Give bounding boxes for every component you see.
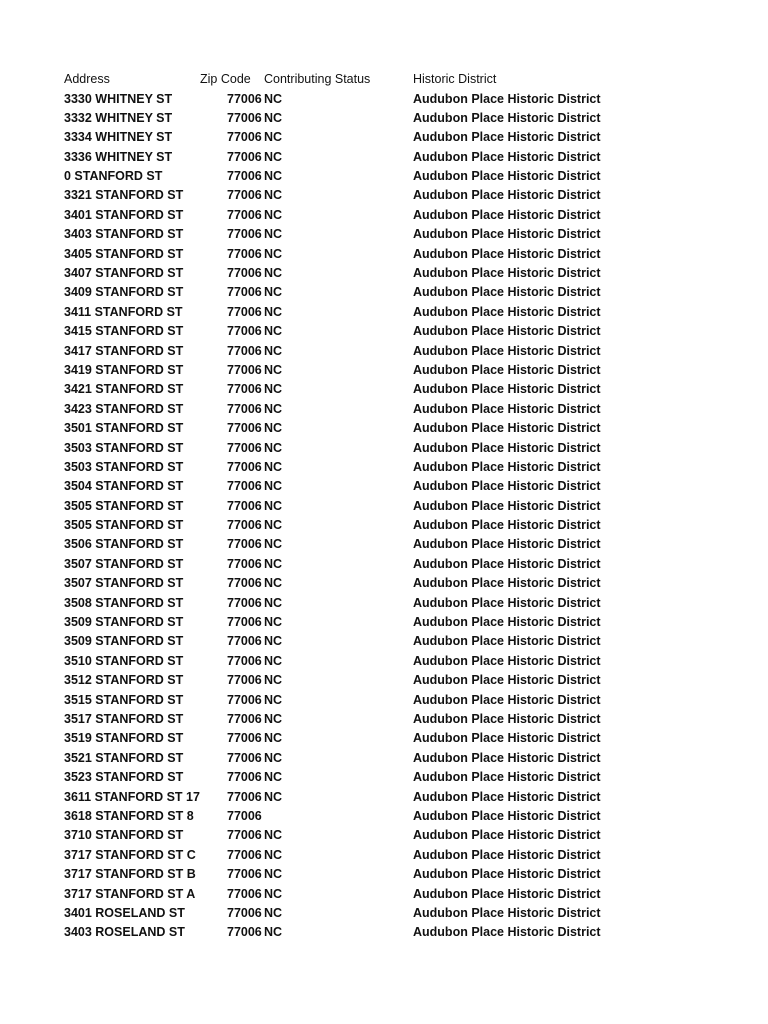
table-row xyxy=(0,574,768,593)
address-cell: 3717 STANFORD ST A xyxy=(64,886,196,901)
table-header xyxy=(0,70,768,88)
historic-district-cell: Audubon Place Historic District xyxy=(413,401,601,416)
zip-code-cell: 77006 xyxy=(227,537,262,552)
contributing-status-cell: NC xyxy=(264,673,283,688)
table-row xyxy=(0,109,768,128)
historic-district-cell: Audubon Place Historic District xyxy=(413,828,601,843)
table-row xyxy=(0,768,768,787)
table-row xyxy=(0,439,768,458)
contributing-status-cell: NC xyxy=(264,886,283,901)
contributing-status-cell: NC xyxy=(264,634,283,649)
contributing-status-cell: NC xyxy=(264,285,283,300)
contributing-status-cell: NC xyxy=(264,343,283,358)
address-cell: 3336 WHITNEY ST xyxy=(64,149,173,164)
contributing-status-cell: NC xyxy=(264,110,283,125)
zip-code-cell: 77006 xyxy=(227,556,262,571)
historic-district-cell: Audubon Place Historic District xyxy=(413,188,601,203)
zip-code-cell: 77006 xyxy=(227,421,262,436)
address-cell: 3509 STANFORD ST xyxy=(64,634,184,649)
table-row xyxy=(0,807,768,826)
table-row xyxy=(0,128,768,147)
table-row xyxy=(0,516,768,535)
zip-code-cell: 77006 xyxy=(227,905,262,920)
historic-district-cell: Audubon Place Historic District xyxy=(413,362,601,377)
zip-code-cell: 77006 xyxy=(227,770,262,785)
address-cell: 3507 STANFORD ST xyxy=(64,576,184,591)
historic-district-cell: Audubon Place Historic District xyxy=(413,479,601,494)
address-cell: 3515 STANFORD ST xyxy=(64,692,184,707)
contributing-status-cell: NC xyxy=(264,750,283,765)
address-cell: 3517 STANFORD ST xyxy=(64,712,184,726)
table-row xyxy=(0,167,768,186)
table-row xyxy=(0,477,768,496)
contributing-status-cell: NC xyxy=(264,169,283,184)
contributing-status-cell: NC xyxy=(264,537,283,552)
address-cell: 3611 STANFORD ST 17 xyxy=(64,789,200,804)
contributing-status-cell: NC xyxy=(264,905,283,920)
table-row xyxy=(0,885,768,904)
zip-code-cell: 77006 xyxy=(227,498,262,513)
contributing-status-cell: NC xyxy=(264,498,283,513)
table-row xyxy=(0,788,768,807)
table-row xyxy=(0,322,768,341)
address-cell: 3415 STANFORD ST xyxy=(64,324,184,339)
table-row xyxy=(0,225,768,244)
zip-code-cell: 77006 xyxy=(227,886,262,901)
contributing-status-cell: NC xyxy=(264,149,283,164)
historic-district-cell: Audubon Place Historic District xyxy=(413,324,601,339)
historic-district-cell: Audubon Place Historic District xyxy=(413,808,601,823)
address-cell: 3332 WHITNEY ST xyxy=(64,110,173,125)
contributing-status-cell: NC xyxy=(264,770,283,785)
zip-code-cell: 77006 xyxy=(227,207,262,222)
historic-district-cell: Audubon Place Historic District xyxy=(413,304,601,319)
table-row xyxy=(0,283,768,302)
header-contributing-status: Contributing Status xyxy=(264,72,371,86)
zip-code-cell: 77006 xyxy=(227,227,262,242)
historic-district-cell: Audubon Place Historic District xyxy=(413,440,601,455)
historic-district-cell: Audubon Place Historic District xyxy=(413,867,601,882)
address-cell: 3501 STANFORD ST xyxy=(64,421,184,436)
historic-district-cell: Audubon Place Historic District xyxy=(413,266,601,281)
address-cell: 3710 STANFORD ST xyxy=(64,828,184,843)
contributing-status-cell: NC xyxy=(264,615,283,630)
zip-code-cell: 77006 xyxy=(227,343,262,358)
table-row xyxy=(0,400,768,419)
contributing-status-cell: NC xyxy=(264,828,283,843)
contributing-status-cell: NC xyxy=(264,653,283,668)
address-cell: 3409 STANFORD ST xyxy=(64,285,184,300)
zip-code-cell: 77006 xyxy=(227,130,262,145)
contributing-status-cell: NC xyxy=(264,789,283,804)
contributing-status-cell: NC xyxy=(264,246,283,261)
address-cell: 3407 STANFORD ST xyxy=(64,266,184,281)
zip-code-cell: 77006 xyxy=(227,362,262,377)
address-cell: 3504 STANFORD ST xyxy=(64,479,184,494)
zip-code-cell: 77006 xyxy=(227,692,262,707)
historic-district-cell: Audubon Place Historic District xyxy=(413,498,601,513)
contributing-status-cell: NC xyxy=(264,518,283,533)
contributing-status-cell: NC xyxy=(264,401,283,416)
contributing-status-cell: NC xyxy=(264,712,283,726)
zip-code-cell: 77006 xyxy=(227,246,262,261)
zip-code-cell: 77006 xyxy=(227,149,262,164)
contributing-status-cell: NC xyxy=(264,421,283,436)
table-row xyxy=(0,729,768,748)
contributing-status-cell: NC xyxy=(264,207,283,222)
table-row xyxy=(0,206,768,225)
zip-code-cell: 77006 xyxy=(227,188,262,203)
zip-code-cell: 77006 xyxy=(227,847,262,862)
address-cell: 3506 STANFORD ST xyxy=(64,537,184,552)
address-cell: 3510 STANFORD ST xyxy=(64,653,184,668)
address-cell: 3505 STANFORD ST xyxy=(64,518,184,533)
address-cell: 3321 STANFORD ST xyxy=(64,188,184,203)
contributing-status-cell: NC xyxy=(264,266,283,281)
contributing-status-cell: NC xyxy=(264,130,283,145)
contributing-status-cell: NC xyxy=(264,692,283,707)
zip-code-cell: 77006 xyxy=(227,382,262,397)
table-row xyxy=(0,555,768,574)
table-row xyxy=(0,846,768,865)
contributing-status-cell: NC xyxy=(264,479,283,494)
table-row xyxy=(0,419,768,438)
contributing-status-cell: NC xyxy=(264,440,283,455)
historic-district-cell: Audubon Place Historic District xyxy=(413,731,601,746)
contributing-status-cell: NC xyxy=(264,847,283,862)
zip-code-cell: 77006 xyxy=(227,808,262,823)
zip-code-cell: 77006 xyxy=(227,285,262,300)
header-zip-code: Zip Code xyxy=(200,72,251,86)
historic-district-cell: Audubon Place Historic District xyxy=(413,595,601,610)
zip-code-cell: 77006 xyxy=(227,479,262,494)
zip-code-cell: 77006 xyxy=(227,731,262,746)
zip-code-cell: 77006 xyxy=(227,595,262,610)
address-cell: 3423 STANFORD ST xyxy=(64,401,184,416)
contributing-status-cell: NC xyxy=(264,362,283,377)
zip-code-cell: 77006 xyxy=(227,110,262,125)
table-row xyxy=(0,186,768,205)
historic-district-cell: Audubon Place Historic District xyxy=(413,770,601,785)
zip-code-cell: 77006 xyxy=(227,304,262,319)
address-cell: 3411 STANFORD ST xyxy=(64,304,183,319)
table-row xyxy=(0,826,768,845)
zip-code-cell: 77006 xyxy=(227,401,262,416)
historic-district-cell: Audubon Place Historic District xyxy=(413,634,601,649)
table-row xyxy=(0,904,768,923)
table-row xyxy=(0,865,768,884)
zip-code-cell: 77006 xyxy=(227,518,262,533)
zip-code-cell: 77006 xyxy=(227,828,262,843)
table-row xyxy=(0,710,768,729)
table-row xyxy=(0,342,768,361)
historic-district-cell: Audubon Place Historic District xyxy=(413,382,601,397)
zip-code-cell: 77006 xyxy=(227,673,262,688)
historic-district-cell: Audubon Place Historic District xyxy=(413,169,601,184)
address-cell: 3508 STANFORD ST xyxy=(64,595,184,610)
historic-district-cell: Audubon Place Historic District xyxy=(413,110,601,125)
table-row xyxy=(0,361,768,380)
zip-code-cell: 77006 xyxy=(227,440,262,455)
address-cell: 3403 STANFORD ST xyxy=(64,227,184,242)
table-row xyxy=(0,497,768,516)
historic-district-cell: Audubon Place Historic District xyxy=(413,459,601,474)
zip-code-cell: 77006 xyxy=(227,169,262,184)
historic-district-cell: Audubon Place Historic District xyxy=(413,905,601,920)
address-cell: 3618 STANFORD ST 8 xyxy=(64,808,194,823)
address-cell: 3503 STANFORD ST xyxy=(64,440,184,455)
historic-district-cell: Audubon Place Historic District xyxy=(413,207,601,222)
table-row xyxy=(0,245,768,264)
historic-district-cell: Audubon Place Historic District xyxy=(413,537,601,552)
address-cell: 3507 STANFORD ST xyxy=(64,556,184,571)
zip-code-cell: 77006 xyxy=(227,789,262,804)
address-cell: 3519 STANFORD ST xyxy=(64,731,184,746)
historic-district-cell: Audubon Place Historic District xyxy=(413,246,601,261)
table-row xyxy=(0,691,768,710)
address-cell: 3417 STANFORD ST xyxy=(64,343,184,358)
table-row xyxy=(0,458,768,477)
historic-district-cell: Audubon Place Historic District xyxy=(413,847,601,862)
contributing-status-cell: NC xyxy=(264,91,283,106)
table-row xyxy=(0,535,768,554)
contributing-status-cell: NC xyxy=(264,556,283,571)
zip-code-cell: 77006 xyxy=(227,925,262,940)
zip-code-cell: 77006 xyxy=(227,91,262,106)
contributing-status-cell: NC xyxy=(264,324,283,339)
historic-district-cell: Audubon Place Historic District xyxy=(413,712,601,726)
address-cell: 3403 ROSELAND ST xyxy=(64,925,185,940)
address-cell: 3717 STANFORD ST C xyxy=(64,847,196,862)
zip-code-cell: 77006 xyxy=(227,712,262,726)
zip-code-cell: 77006 xyxy=(227,576,262,591)
table-row xyxy=(0,90,768,109)
contributing-status-cell: NC xyxy=(264,867,283,882)
table-row xyxy=(0,923,768,942)
historic-district-cell: Audubon Place Historic District xyxy=(413,421,601,436)
historic-district-cell: Audubon Place Historic District xyxy=(413,343,601,358)
table-row xyxy=(0,380,768,399)
header-historic-district: Historic District xyxy=(413,72,497,86)
address-cell: 3505 STANFORD ST xyxy=(64,498,184,513)
historic-district-cell: Audubon Place Historic District xyxy=(413,149,601,164)
zip-code-cell: 77006 xyxy=(227,615,262,630)
table-row xyxy=(0,671,768,690)
historic-district-cell: Audubon Place Historic District xyxy=(413,285,601,300)
table-row xyxy=(0,594,768,613)
historic-district-cell: Audubon Place Historic District xyxy=(413,227,601,242)
address-cell: 3509 STANFORD ST xyxy=(64,615,184,630)
historic-district-cell: Audubon Place Historic District xyxy=(413,576,601,591)
address-cell: 3401 STANFORD ST xyxy=(64,207,184,222)
zip-code-cell: 77006 xyxy=(227,266,262,281)
address-cell: 3512 STANFORD ST xyxy=(64,673,184,688)
contributing-status-cell: NC xyxy=(264,188,283,203)
historic-district-cell: Audubon Place Historic District xyxy=(413,886,601,901)
historic-district-cell: Audubon Place Historic District xyxy=(413,789,601,804)
address-cell: 3334 WHITNEY ST xyxy=(64,130,173,145)
contributing-status-cell: NC xyxy=(264,382,283,397)
historic-district-cell: Audubon Place Historic District xyxy=(413,653,601,668)
address-cell: 3401 ROSELAND ST xyxy=(64,905,185,920)
contributing-status-cell: NC xyxy=(264,304,283,319)
contributing-status-cell: NC xyxy=(264,595,283,610)
historic-district-cell: Audubon Place Historic District xyxy=(413,750,601,765)
historic-district-cell: Audubon Place Historic District xyxy=(413,91,601,106)
historic-district-cell: Audubon Place Historic District xyxy=(413,615,601,630)
address-cell: 3405 STANFORD ST xyxy=(64,246,184,261)
address-cell: 3419 STANFORD ST xyxy=(64,362,184,377)
contributing-status-cell: NC xyxy=(264,227,283,242)
historic-district-cell: Audubon Place Historic District xyxy=(413,556,601,571)
table-row xyxy=(0,749,768,768)
address-cell: 3421 STANFORD ST xyxy=(64,382,184,397)
table-row xyxy=(0,148,768,167)
contributing-status-cell: NC xyxy=(264,576,283,591)
zip-code-cell: 77006 xyxy=(227,653,262,668)
historic-district-cell: Audubon Place Historic District xyxy=(413,673,601,688)
zip-code-cell: 77006 xyxy=(227,750,262,765)
contributing-status-cell: NC xyxy=(264,459,283,474)
zip-code-cell: 77006 xyxy=(227,459,262,474)
address-cell: 3330 WHITNEY ST xyxy=(64,91,173,106)
historic-district-cell: Audubon Place Historic District xyxy=(413,925,601,940)
zip-code-cell: 77006 xyxy=(227,867,262,882)
zip-code-cell: 77006 xyxy=(227,324,262,339)
address-cell: 3523 STANFORD ST xyxy=(64,770,184,785)
contributing-status-cell: NC xyxy=(264,731,283,746)
header-address: Address xyxy=(64,72,110,86)
historic-district-cell: Audubon Place Historic District xyxy=(413,130,601,145)
table-row xyxy=(0,632,768,651)
historic-district-cell: Audubon Place Historic District xyxy=(413,518,601,533)
contributing-status-cell: NC xyxy=(264,925,283,940)
zip-code-cell: 77006 xyxy=(227,634,262,649)
table-row xyxy=(0,264,768,283)
table-row xyxy=(0,303,768,322)
address-cell: 0 STANFORD ST xyxy=(64,169,163,184)
historic-district-cell: Audubon Place Historic District xyxy=(413,692,601,707)
table-row xyxy=(0,652,768,671)
address-cell: 3521 STANFORD ST xyxy=(64,750,184,765)
address-cell: 3503 STANFORD ST xyxy=(64,459,184,474)
table-body xyxy=(0,90,768,943)
address-cell: 3717 STANFORD ST B xyxy=(64,867,196,882)
table-row xyxy=(0,613,768,632)
